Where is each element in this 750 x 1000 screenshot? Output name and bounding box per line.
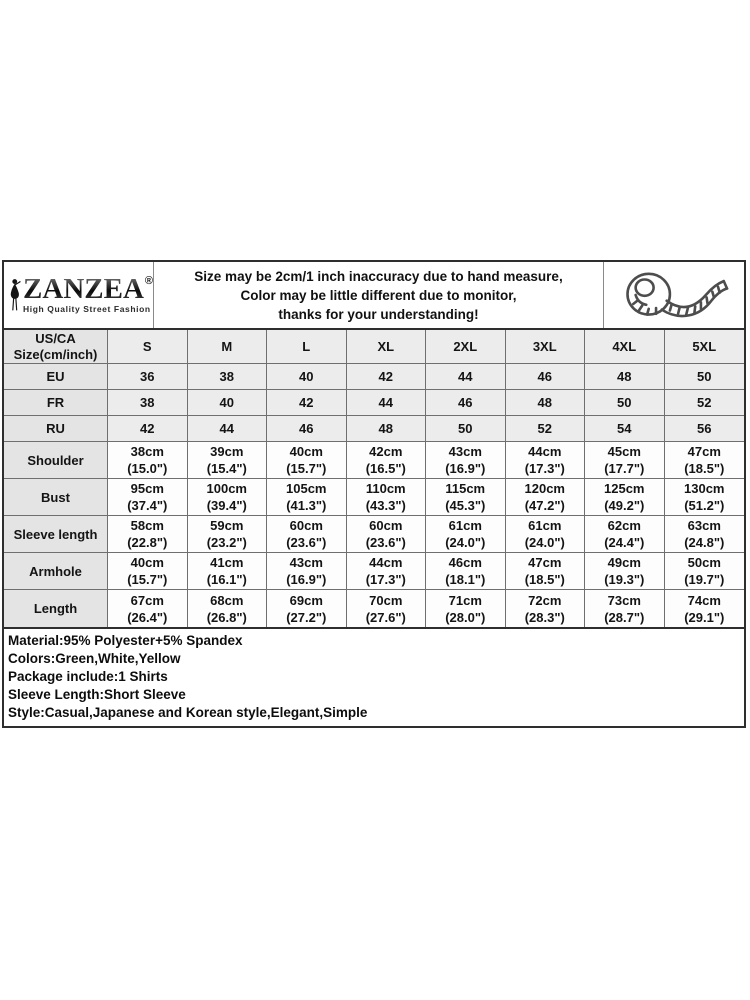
measurement-cm: 43cm <box>289 555 323 570</box>
row-label: Bust <box>4 479 108 516</box>
size-column-header: 5XL <box>665 330 745 364</box>
measurement-cell <box>665 479 745 516</box>
row-label: Length <box>4 590 108 627</box>
measurement-cm: 125cm <box>604 481 645 496</box>
measurement-cell <box>347 553 427 590</box>
row-label: RU <box>4 416 108 442</box>
measurement-inch: (17.3") <box>365 572 406 587</box>
measurement-cm: 62cm <box>607 518 641 533</box>
measurement-inch: (16.9") <box>445 461 486 476</box>
measurement-inch: (41.3") <box>286 498 327 513</box>
product-info-line: Material:95% Polyester+5% Spandex <box>8 633 243 648</box>
measurement-cm: 105cm <box>286 481 327 496</box>
measurement-cell <box>665 590 745 627</box>
row-label: FR <box>4 390 108 416</box>
measurement-inch: (15.0") <box>127 461 168 476</box>
conversion-cell: 38 <box>108 390 188 416</box>
table-corner-label <box>4 330 108 364</box>
conversion-cell: 56 <box>665 416 745 442</box>
product-info-line: Colors:Green,White,Yellow <box>8 651 181 666</box>
measurement-cm: 44cm <box>369 555 403 570</box>
measurement-cell <box>108 590 188 627</box>
measurement-inch: (16.1") <box>206 572 247 587</box>
woman-silhouette-icon <box>9 266 22 324</box>
conversion-cell: 44 <box>347 390 427 416</box>
brand-logo <box>4 262 154 328</box>
measurement-cell <box>506 516 586 553</box>
measurement-inch: (24.4") <box>604 535 645 550</box>
measurement-cm: 63cm <box>687 518 721 533</box>
conversion-cell: 48 <box>347 416 427 442</box>
measurement-cm: 74cm <box>687 592 721 608</box>
measurement-cell <box>506 479 586 516</box>
measurement-cell <box>267 516 347 553</box>
measurement-inch: (15.4") <box>206 461 247 476</box>
measurement-cm: 44cm <box>528 444 562 459</box>
measurement-inch: (28.7") <box>604 609 645 625</box>
measurement-cm: 59cm <box>210 518 244 533</box>
brand-tagline: High Quality Street Fashion <box>23 304 151 314</box>
corner-label-line1: US/CA <box>35 330 76 346</box>
conversion-cell: 42 <box>267 390 347 416</box>
measurement-cell <box>426 516 506 553</box>
conversion-cell: 44 <box>188 416 268 442</box>
measurement-inch: (28.0") <box>445 609 486 625</box>
conversion-cell: 46 <box>267 416 347 442</box>
measurement-cm: 70cm <box>369 592 403 608</box>
measurement-cell <box>665 516 745 553</box>
measurement-cm: 41cm <box>210 555 244 570</box>
measurement-inch: (16.5") <box>365 461 406 476</box>
conversion-cell: 40 <box>188 390 268 416</box>
measurement-inch: (23.6") <box>365 535 406 550</box>
measurement-cell <box>108 479 188 516</box>
conversion-cell: 48 <box>506 390 586 416</box>
measurement-cm: 60cm <box>289 518 323 533</box>
measurement-inch: (45.3") <box>445 498 486 513</box>
size-disclaimer <box>154 262 603 328</box>
size-column-header: 3XL <box>506 330 586 364</box>
size-column-header: M <box>188 330 268 364</box>
measurement-cm: 61cm <box>448 518 482 533</box>
measurement-cell <box>506 553 586 590</box>
measurement-inch: (17.3") <box>524 461 565 476</box>
measurement-inch: (17.7") <box>604 461 645 476</box>
measurement-cell <box>267 590 347 627</box>
measurement-cell <box>347 590 427 627</box>
measurement-cell <box>108 516 188 553</box>
measurement-cm: 73cm <box>607 592 641 608</box>
size-column-header: 4XL <box>585 330 665 364</box>
measurement-inch: (19.7") <box>684 572 725 587</box>
conversion-cell: 48 <box>585 364 665 390</box>
conversion-cell: 42 <box>108 416 188 442</box>
measurement-cell <box>506 590 586 627</box>
measurement-cm: 68cm <box>210 592 244 608</box>
measurement-inch: (26.4") <box>127 609 168 625</box>
measurement-cell <box>585 479 665 516</box>
measurement-cm: 40cm <box>289 444 323 459</box>
disclaimer-line: Color may be little different due to monitor, <box>240 287 517 303</box>
conversion-cell: 40 <box>267 364 347 390</box>
measurement-cell <box>108 553 188 590</box>
measurement-cm: 95cm <box>130 481 164 496</box>
conversion-cell: 36 <box>108 364 188 390</box>
measurement-cm: 120cm <box>524 481 565 496</box>
measurement-inch: (23.6") <box>286 535 327 550</box>
measurement-inch: (37.4") <box>127 498 168 513</box>
measurement-cm: 58cm <box>130 518 164 533</box>
measurement-cell <box>347 516 427 553</box>
measurement-cm: 42cm <box>369 444 403 459</box>
measurement-cell <box>267 442 347 479</box>
product-info <box>4 627 744 726</box>
measurement-cell <box>347 479 427 516</box>
measurement-cm: 69cm <box>289 592 323 608</box>
measurement-inch: (19.3") <box>604 572 645 587</box>
measurement-inch: (43.3") <box>365 498 406 513</box>
product-info-line: Package include:1 Shirts <box>8 669 168 684</box>
measurement-cm: 61cm <box>528 518 562 533</box>
measurement-cell <box>426 553 506 590</box>
corner-label-line2: Size(cm/inch) <box>13 346 98 362</box>
measurement-inch: (26.8") <box>206 609 247 625</box>
row-label: EU <box>4 364 108 390</box>
chart-header-band <box>4 262 744 330</box>
size-table <box>4 330 744 627</box>
conversion-cell: 38 <box>188 364 268 390</box>
measurement-cell <box>188 553 268 590</box>
conversion-cell: 54 <box>585 416 665 442</box>
row-label: Shoulder <box>4 442 108 479</box>
conversion-cell: 50 <box>426 416 506 442</box>
tape-cell <box>603 262 744 328</box>
measurement-cell <box>665 442 745 479</box>
conversion-cell: 50 <box>585 390 665 416</box>
conversion-cell: 46 <box>506 364 586 390</box>
logo-text <box>23 273 153 314</box>
measurement-inch: (49.2") <box>604 498 645 513</box>
measurement-cm: 100cm <box>206 481 247 496</box>
measurement-inch: (39.4") <box>206 498 247 513</box>
size-column-header: L <box>267 330 347 364</box>
row-label: Sleeve length <box>4 516 108 553</box>
measurement-inch: (24.0") <box>445 535 486 550</box>
measurement-cell <box>188 516 268 553</box>
measurement-cm: 40cm <box>130 555 164 570</box>
measurement-cell <box>188 442 268 479</box>
measurement-cm: 38cm <box>130 444 164 459</box>
measurement-cm: 45cm <box>607 444 641 459</box>
conversion-cell: 52 <box>506 416 586 442</box>
measurement-inch: (24.0") <box>524 535 565 550</box>
registered-mark: ® <box>144 275 153 287</box>
size-column-header: XL <box>347 330 427 364</box>
measurement-cell <box>188 479 268 516</box>
measurement-inch: (29.1") <box>684 609 725 625</box>
measurement-inch: (27.6") <box>365 609 406 625</box>
measurement-cm: 130cm <box>684 481 725 496</box>
measurement-inch: (22.8") <box>127 535 168 550</box>
measurement-inch: (16.9") <box>286 572 327 587</box>
measurement-cm: 39cm <box>210 444 244 459</box>
measurement-cell <box>585 590 665 627</box>
measurement-inch: (15.7") <box>286 461 327 476</box>
measurement-cm: 72cm <box>528 592 562 608</box>
size-column-header: 2XL <box>426 330 506 364</box>
measurement-cell <box>267 553 347 590</box>
measurement-cell <box>347 442 427 479</box>
measurement-cm: 43cm <box>448 444 482 459</box>
measurement-cm: 49cm <box>607 555 641 570</box>
measurement-cm: 67cm <box>130 592 164 608</box>
measurement-inch: (18.5") <box>524 572 565 587</box>
measurement-inch: (27.2") <box>286 609 327 625</box>
measurement-inch: (24.8") <box>684 535 725 550</box>
row-label: Armhole <box>4 553 108 590</box>
measurement-cell <box>426 590 506 627</box>
disclaimer-line: thanks for your understanding! <box>278 306 479 322</box>
measurement-cm: 50cm <box>687 555 721 570</box>
measurement-inch: (51.2") <box>684 498 725 513</box>
measuring-tape-icon <box>615 264 733 326</box>
conversion-cell: 46 <box>426 390 506 416</box>
measurement-cm: 115cm <box>445 481 486 496</box>
measurement-cell <box>267 479 347 516</box>
conversion-cell: 50 <box>665 364 745 390</box>
measurement-cm: 47cm <box>528 555 562 570</box>
product-info-line: Style:Casual,Japanese and Korean style,Elegant,Simple <box>8 705 368 720</box>
disclaimer-line: Size may be 2cm/1 inch inaccuracy due to hand measure, <box>194 268 563 284</box>
measurement-inch: (18.5") <box>684 461 725 476</box>
measurement-inch: (15.7") <box>127 572 168 587</box>
conversion-cell: 44 <box>426 364 506 390</box>
brand-name: ZANZEA <box>23 273 144 305</box>
measurement-inch: (28.3") <box>524 609 565 625</box>
measurement-cell <box>506 442 586 479</box>
measurement-inch: (23.2") <box>206 535 247 550</box>
conversion-cell: 52 <box>665 390 745 416</box>
measurement-cm: 60cm <box>369 518 403 533</box>
measurement-cell <box>585 442 665 479</box>
measurement-cell <box>188 590 268 627</box>
size-column-header: S <box>108 330 188 364</box>
conversion-cell: 42 <box>347 364 427 390</box>
measurement-cell <box>585 553 665 590</box>
measurement-cell <box>108 442 188 479</box>
measurement-cell <box>585 516 665 553</box>
measurement-inch: (47.2") <box>524 498 565 513</box>
measurement-inch: (18.1") <box>445 572 486 587</box>
measurement-cm: 46cm <box>448 555 482 570</box>
product-info-line: Sleeve Length:Short Sleeve <box>8 687 186 702</box>
size-chart-sheet <box>2 260 746 728</box>
measurement-cell <box>426 479 506 516</box>
measurement-cell <box>665 553 745 590</box>
measurement-cell <box>426 442 506 479</box>
measurement-cm: 110cm <box>365 481 406 496</box>
measurement-cm: 71cm <box>448 592 482 608</box>
measurement-cm: 47cm <box>687 444 721 459</box>
